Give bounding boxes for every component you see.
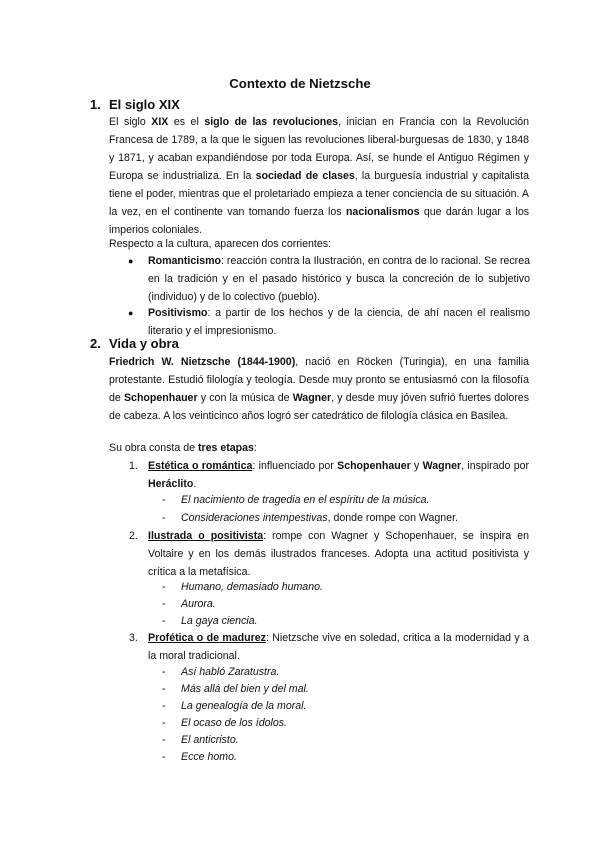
bullet-icon: ● [128,256,134,266]
text-run: , y desde muy jóven sufrió fuertes dolores de cabeza. A los veinticinco años logró ser catedrático de filología clásica en Basilea. [109,392,529,422]
work-title: Aurora. [181,598,216,610]
work-title: La genealogía de la moral. [181,700,307,712]
work-item [162,663,522,681]
section-number: 2. [90,336,101,351]
bold-run: Positivismo [148,307,208,319]
text-run: : influenciado por [252,460,338,472]
stage-item-estetica [129,457,529,493]
work-title: La gaya ciencia. [181,615,258,627]
work-title: El nacimiento de tragedia en el espíritu de la música. [181,494,430,506]
work-title: Ecce homo. [181,751,237,763]
work-title: Consideraciones intempestivas [181,512,328,524]
text-run: Su obra consta de [109,442,198,454]
work-item [162,697,522,715]
bold-run: XIX [151,116,169,128]
work-item [162,509,522,527]
bold-run: Schopenhauer [337,460,411,472]
work-item [162,595,522,613]
list-item-positivismo [130,304,530,340]
bold-run: Schopenhauer [123,392,198,404]
text-run: El siglo [109,116,152,128]
stage-item-profetica [129,629,529,665]
bold-run: sociedad de clases [255,170,355,182]
stage-label: Estética o romántica [148,460,253,472]
work-item [162,612,522,630]
text-run: es el [168,116,205,128]
dash-marker: - [162,683,166,695]
list-item-romanticismo [130,252,530,306]
text-run: , la burguesía industrial y capitalista tiene el poder, mientras que el proletariado empieza a tener conciencia de su situación. A la vez, en el continente van tomando fuerza los [109,170,530,218]
bold-run: Friedrich W. Nietzsche (1844-1900) [109,356,296,368]
work-title: Humano, demasiado humano. [181,581,323,593]
stage-label: Profética o de madurez [148,632,266,644]
stage-label: Ilustrada o positivista [148,530,264,542]
item-number: 1. [129,460,138,472]
dash-marker: - [162,700,166,712]
dash-marker: - [162,598,166,610]
section-title: El siglo XIX [109,97,180,112]
stage-item-ilustrada [129,527,529,581]
culture-intro: Respecto a la cultura, aparecen dos corrientes: [109,238,332,250]
text-run: , inspirado por [461,460,529,472]
work-title: Más allá del bien y del mal. [181,683,309,695]
section-heading-2 [90,336,179,351]
dash-marker: - [162,717,166,729]
bold-run: Wagner [422,460,462,472]
work-title: El anticristo. [181,734,239,746]
text-run: que darán lugar a los imperios coloniales. [109,206,530,236]
work-item [162,748,522,766]
bold-run: Wagner [292,392,332,404]
text-run: , inician en Francia con la Revolución Francesa de 1789, a la que le siguen las revoluciones liberal-burguesas de 1830, y 1848 y 1871, y acaban expandiéndose por toda Europa. Así, se hunde el Antiguo Régimen y Europa se industrializa. En la [109,116,530,182]
dash-marker: - [162,615,166,627]
text-run: , donde rompe con Wagner. [327,512,458,524]
work-item [162,491,522,509]
dash-marker: - [162,751,166,763]
stages-intro [109,439,529,457]
section-heading-1 [90,97,180,112]
work-title: El ocaso de los ídolos. [181,717,287,729]
work-item [162,680,522,698]
text-run: y [410,460,423,472]
text-run: y con la música de [197,392,293,404]
item-number: 2. [129,530,138,542]
text-run: : reacción contra la Ilustración, en contra de lo racional. Se recrea en la tradición y en el pasado histórico y busca la concreción de lo subjetivo (individuo) y de lo colectivo (pueblo). [148,255,530,303]
dash-marker: - [162,494,166,506]
work-item [162,714,522,732]
text-run: : [253,442,257,454]
work-item [162,578,522,596]
text-run: . [193,478,197,490]
text-run: : a partir de los hechos y de la ciencia, de ahí nacen el realismo literario y el impresionismo. [148,307,530,337]
section-title: Vida y obra [109,336,179,351]
dash-marker: - [162,734,166,746]
bold-run: nacionalismos [345,206,420,218]
work-title: Así habló Zaratustra. [181,666,280,678]
text-run: , nació en Röcken (Turingia), en una familia protestante. Estudió filología y teología. Desde muy pronto se entusiasmó con la filosofía de [109,356,529,404]
bold-run: Heráclito [148,478,194,490]
text-run: : rompe con Wagner y Schopenhauer, se inspira en Voltaire y en los demás ilustrados franceses. Adopta una actitud positivista y crítica a la metafísica. [148,530,529,578]
text-run: : Nietzsche vive en soledad, critica a la modernidad y a la moral tradicional. [148,632,529,662]
bold-run: Romanticismo [148,255,221,267]
dash-marker: - [162,581,166,593]
paragraph-siglo-xix [109,113,529,239]
bullet-icon: ● [128,308,134,318]
bold-run: siglo de las revoluciones [204,116,339,128]
work-item [162,731,522,749]
dash-marker: - [162,666,166,678]
page-title: Contexto de Nietzsche [229,76,371,91]
bold-run: tres etapas [197,442,254,454]
dash-marker: - [162,512,166,524]
item-number: 3. [129,632,138,644]
section-number: 1. [90,97,101,112]
paragraph-vida [109,353,529,425]
